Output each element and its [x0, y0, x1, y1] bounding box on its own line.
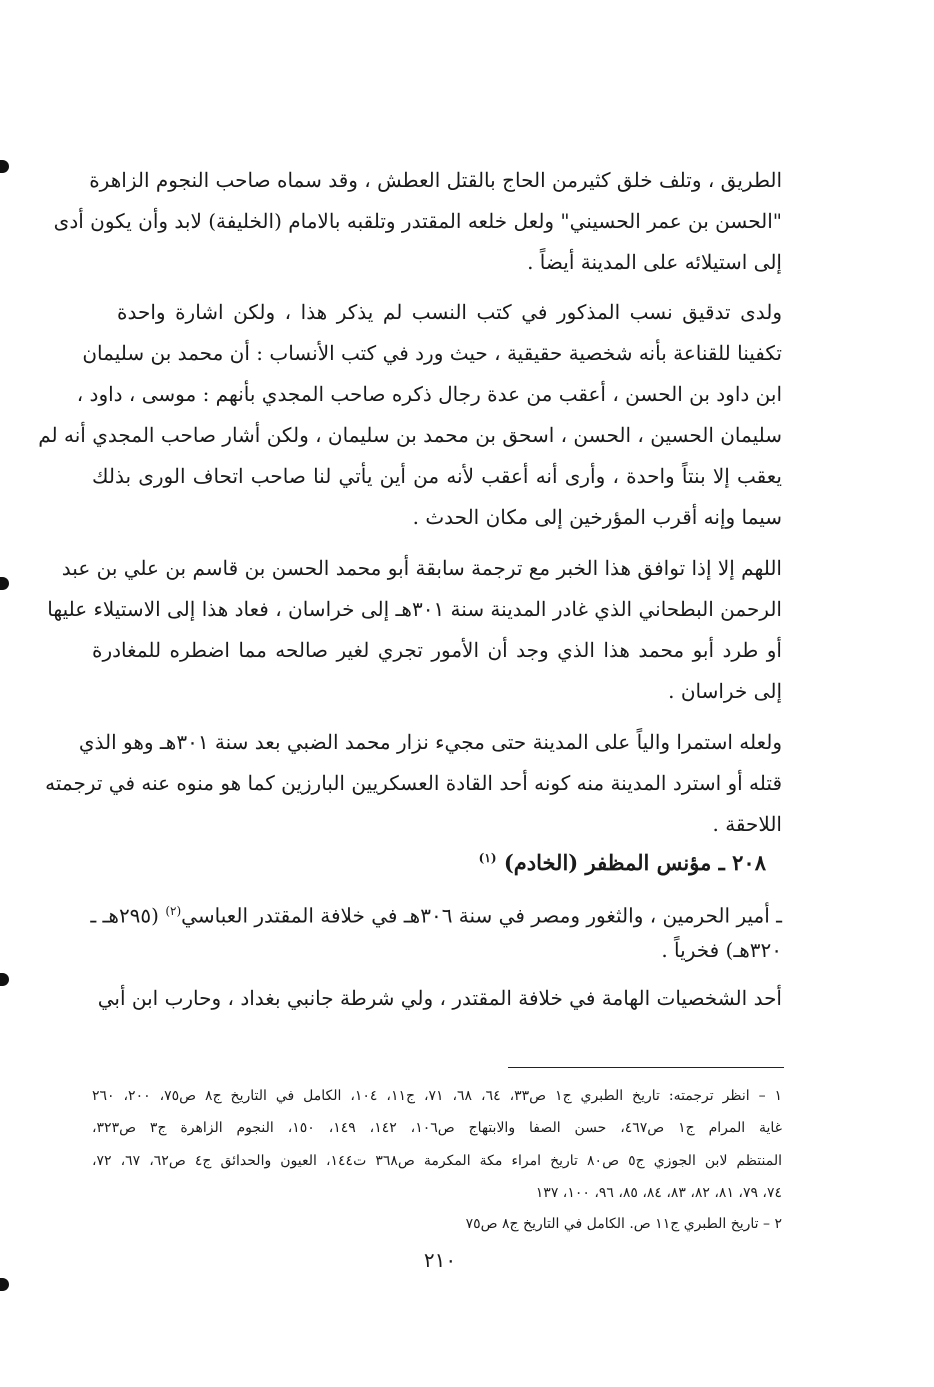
body-line: أو طرد أبو محمد هذا الذي وجد أن الأمور تجري لغير صالحه مما اضطره للمغادرة	[92, 638, 782, 662]
body-line: اللهم إلا إذا توافق هذا الخبر مع ترجمة سابقة أبو محمد الحسن بن قاسم بن علي بن عبد	[61, 556, 782, 580]
body-line: اللاحقة .	[712, 812, 782, 836]
margin-mark	[0, 160, 9, 173]
entry-heading	[166, 838, 766, 878]
footnote-line: المنتظم لابن الجوزي ج٥ ص٨٠ تاريخ امراء مكة المكرمة ص٣٦٨ ت١٤٤، العيون والحدائق ج٤ ص٦٢، ٦٧، ٧٢،	[92, 1153, 782, 1169]
footnote-ref: (١)	[478, 851, 497, 865]
body-line: الطريق ، وتلف خلق كثيرمن الحاج بالقتل العطش ، وقد سماه صاحب النجوم الزاهرة	[89, 168, 782, 192]
footnote-rule	[508, 1067, 784, 1068]
body-line: إلى استيلائه على المدينة أيضاً .	[527, 250, 782, 274]
body-line: ٣٢٠هـ) فخرياً .	[661, 938, 782, 962]
body-line	[92, 891, 782, 931]
entry-heading-text: ٢٠٨ ـ مؤنس المظفر (الخادم)	[503, 850, 766, 875]
footnote-ref: (٢)	[165, 904, 182, 918]
body-line: ولعله استمرا والياً على المدينة حتى مجيء نزار محمد الضبي بعد سنة ٣٠١هـ وهو الذي	[78, 730, 782, 754]
body-line: الرحمن البطحاني الذي غادر المدينة سنة ٣٠١هـ إلى خراسان ، فعاد هذا إلى الاستيلاء عليها	[47, 597, 782, 621]
margin-mark	[0, 973, 9, 986]
margin-mark	[0, 577, 9, 590]
body-line: سيما وإنه أقرب المؤرخين إلى مكان الحدث .	[412, 505, 782, 529]
footnote-line: ٢ – تاريخ الطبري ج١١ ص. الكامل في التاريخ ج٨ ص٧٥	[465, 1216, 782, 1232]
body-line: تكفينا للقناعة بأنه شخصية حقيقية ، حيث ورد في كتب الأنساب : أن محمد بن سليمان	[82, 341, 782, 365]
body-text: (٢٩٥هـ ـ	[90, 903, 166, 928]
footnote-line: ١ – انظر ترجمته: تاريخ الطبري ج١ ص٣٣، ٦٤، ٦٨، ٧١، ج١١، ١٠٤، الكامل في التاريخ ج٨ ص٧٥، ٢٠٠، ٢٦٠	[92, 1088, 783, 1104]
margin-mark	[0, 1278, 9, 1291]
body-line: ابن داود بن الحسن ، أعقب من عدة رجال ذكره صاحب المجدي بأنهم : موسى ، داود ،	[76, 382, 782, 406]
body-line: أحد الشخصيات الهامة في خلافة المقتدر ، ولي شرطة جانبي بغداد ، وحارب ابن أبي	[97, 986, 782, 1010]
body-line: ولدى تدقيق نسب المذكور في كتب النسب لم يذكر هذا ، ولكن اشارة واحدة	[117, 300, 782, 324]
footnote-line: ٧٤، ٧٩، ٨١، ٨٢، ٨٣، ٨٤، ٨٥، ٩٦، ١٠٠، ١٣٧	[535, 1185, 782, 1201]
body-line: سليمان الحسين ، الحسن ، اسحق بن محمد بن سليمان ، ولكن أشار صاحب المجدي أنه لم	[38, 423, 782, 447]
page-number: ٢١٠	[423, 1248, 457, 1272]
body-line: يعقب إلا بنتاً واحدة ، وأرى أنه أعقب لأنه من أين يأتي لنا صاحب اتحاف الورى بذلك	[92, 464, 782, 488]
body-line: "الحسن بن عمر الحسيني" ولعل خلعه المقتدر وتلقبه بالامام (الخليفة) لابد وأن يكون أدى	[53, 209, 782, 233]
body-line: إلى خراسان .	[668, 679, 782, 703]
body-text: ـ أمير الحرمين ، والثغور ومصر في سنة ٣٠٦هـ في خلافة المقتدر العباسي	[181, 903, 782, 928]
body-line: قتله أو استرد المدينة منه كونه أحد القادة العسكريين البارزين كما هو منوه عنه في ترجمته	[45, 771, 782, 795]
footnote-line: غاية المرام ج١ ص٤٦٧، حسن الصفا والابتهاج ص١٠٦، ١٤٢، ١٤٩، ١٥٠، النجوم الزاهرة ج٣ ص٣٢٣،	[92, 1120, 783, 1136]
